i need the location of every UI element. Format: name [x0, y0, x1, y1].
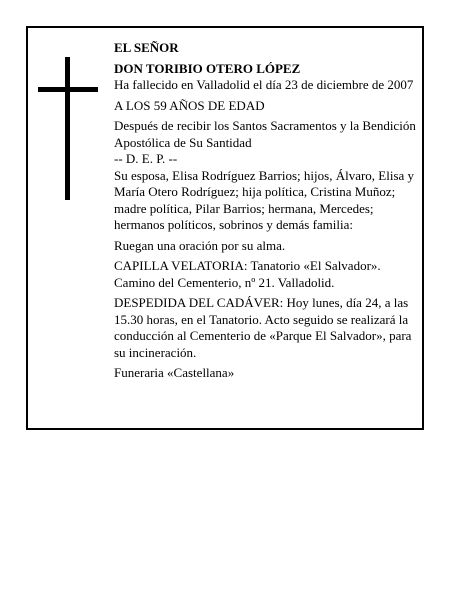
prayer-request: Ruegan una oración por su alma.: [114, 237, 286, 253]
cross-vertical-bar: [65, 57, 70, 200]
rip-line: -- D. E. P. --: [114, 151, 178, 166]
deceased-name: DON TORIBIO OTERO LÓPEZ: [114, 60, 301, 76]
cross-horizontal-bar: [38, 87, 98, 92]
farewell-info: DESPEDIDA DEL CADÁVER: Hoy lunes, día 24, a las 15.30 horas, en el Tanatorio. Acto seguido se realizará la conducción al Cementerio de «Parque El Salvador», para su incineración.: [114, 295, 412, 360]
obituary-notice: [26, 26, 424, 430]
obituary-text: [114, 40, 422, 382]
chapel-info: CAPILLA VELATORIA: Tanatorio «El Salvador». Camino del Cementerio, nº 21. Valladolid.: [114, 258, 381, 290]
deceased-title: EL SEÑOR: [114, 40, 179, 55]
sacraments-statement: Después de recibir los Santos Sacramentos y la Bendición Apostólica de Su Santidad: [114, 118, 416, 150]
family-list: Su esposa, Elisa Rodríguez Barrios; hijos, Álvaro, Elisa y María Otero Rodríguez; hija política, Cristina Muñoz; madre política, Pilar Barrios; hermana, Mercedes; hermanos políticos, sobrinos y demás familia:: [114, 167, 415, 232]
cross-icon: [38, 57, 98, 200]
death-statement: Ha fallecido en Valladolid el día 23 de diciembre de 2007: [114, 77, 414, 92]
age-statement: A LOS 59 AÑOS DE EDAD: [114, 97, 265, 113]
funeral-home: Funeraria «Castellana»: [114, 365, 235, 380]
